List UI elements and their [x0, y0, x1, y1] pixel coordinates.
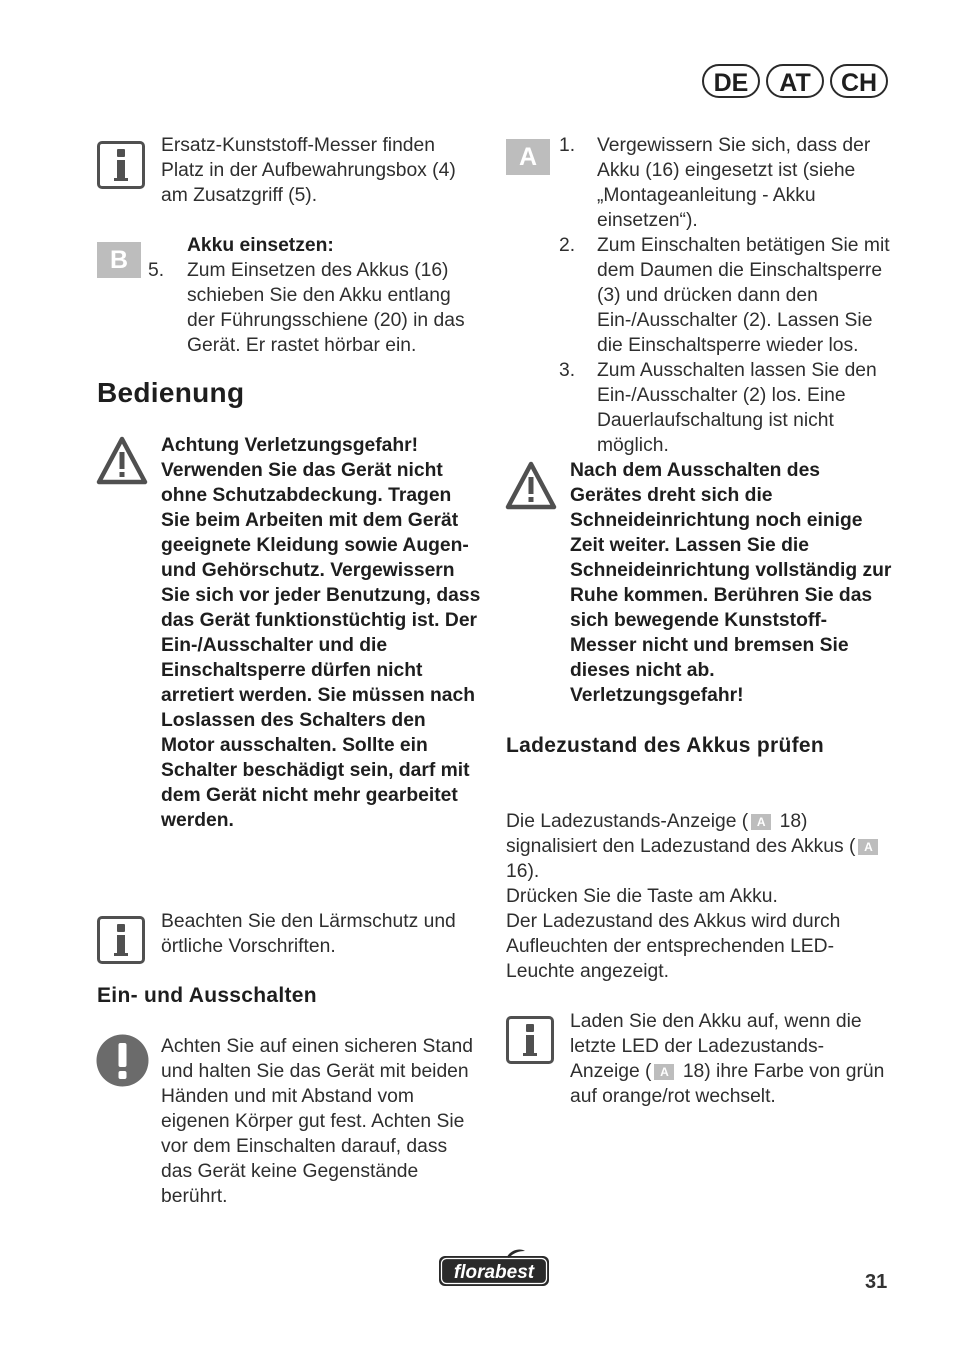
press-button-text: Drücken Sie die Taste am Akku. — [506, 886, 778, 907]
info-note-knives: Ersatz-Kunststoff-Messer finden Platz in der Aufbewahrungsbox (4) am Zusatzgriff (5). — [161, 135, 456, 206]
florabest-logo — [437, 1248, 551, 1288]
subheading-on-off: Ein- und Ausschalten — [97, 984, 317, 1007]
step-3 — [559, 358, 894, 458]
text-run: Die Ladezustands-Anzeige ( — [506, 811, 749, 832]
step-text: Zum Ausschalten lassen Sie den Ein-/Ausschalter (2) los. Eine Dauerlaufschaltung ist nicht möglich. — [597, 360, 877, 456]
country-badge-de: DE — [702, 64, 760, 98]
info-note-noise: Beachten Sie den Lärmschutz und örtliche Vorschriften. — [161, 911, 456, 957]
caution-stand-text: Achten Sie auf einen sicheren Stand und halten Sie das Gerät mit beiden Händen und mit Abstand vom eigenen Körper gut fest. Achten Sie vor dem Einschalten darauf, dass das Gerät keine Gegenstände berührt. — [161, 1036, 473, 1207]
step-2 — [559, 233, 894, 358]
country-badge-at: AT — [766, 64, 824, 98]
step-number: 5. — [148, 260, 165, 281]
figure-label-a-inline: A — [654, 1064, 674, 1080]
caution-exclamation-icon — [96, 1034, 149, 1087]
step-text: Zum Einsetzen des Akkus (16) schieben Sie den Akku entlang der Führungsschiene (20) in das Gerät. Er rastet hörbar ein. — [187, 260, 465, 356]
step-number: 1. — [559, 135, 576, 156]
step-number: 3. — [559, 360, 576, 381]
step-number: 2. — [559, 235, 576, 256]
country-badge-ch: CH — [830, 64, 888, 98]
text-run: 18) ihre Farbe von grün auf orange/rot wechselt. — [570, 1061, 885, 1107]
info-icon — [506, 1016, 554, 1064]
figure-label-a-inline: A — [751, 814, 771, 830]
warning-triangle-icon — [505, 461, 557, 511]
text-run: 16). — [506, 861, 540, 882]
info-icon — [97, 916, 145, 964]
section-heading-bedienung: Bedienung — [97, 377, 245, 408]
warning-blade-text: Nach dem Ausschalten des Gerätes dreht sich die Schneideinrichtung noch einige Zeit weiter. Lassen Sie die Schneideinrichtung vollständig zur Ruhe kommen. Berühren Sie das sich bewegende Kunststoff-Messer nicht und bremsen Sie dieses nicht ab. Verletzungsgefahr! — [570, 460, 892, 706]
figure-label-b: B — [97, 242, 141, 278]
battery-insert-title: Akku einsetzen: — [187, 235, 334, 256]
step-text: Zum Einschalten betätigen Sie mit dem Daumen die Einschaltsperre (3) und drücken dann den Ein-/Ausschalter (2). Lassen Sie die Einschaltsperre wieder los. — [597, 235, 890, 356]
info-note-charge — [570, 1009, 892, 1109]
figure-label-a: A — [506, 139, 550, 175]
battery-charge-paragraph — [506, 809, 886, 884]
warning-triangle-icon — [96, 436, 148, 486]
figure-label-a-inline: A — [858, 839, 878, 855]
page-number: 31 — [865, 1271, 888, 1293]
info-icon — [97, 141, 145, 189]
led-indicator-text: Der Ladezustand des Akkus wird durch Aufleuchten der entsprechenden LED-Leuchte angezeigt. — [506, 911, 841, 982]
text-run: Laden Sie den Akku auf, wenn die letzte LED der Ladezustands-Anzeige ( — [570, 1011, 862, 1082]
text-run: 18) signalisiert den Ladezustand des Akkus ( — [506, 811, 856, 857]
step-5 — [148, 258, 478, 358]
on-off-steps — [559, 133, 894, 458]
subheading-battery-charge: Ladezustand des Akkus prüfen — [506, 734, 825, 757]
warning-injury-text: Achtung Verletzungsgefahr! Verwenden Sie das Gerät nicht ohne Schutzabdeckung. Tragen Sie beim Arbeiten mit dem Gerät geeignete Kleidung sowie Augen- und Gehörschutz. Vergewissern Sie sich vor jeder Benutzung, dass das Gerät funktionstüchtig ist. Der Ein-/Ausschalter und die Einschaltsperre dürfen nicht arretiert werden. Sie müssen nach Loslassen des Schalters den Motor ausschalten. Sollte ein Schalter beschädigt sein, darf mit dem Gerät nicht mehr gearbeitet werden. — [161, 435, 481, 831]
step-1 — [559, 133, 894, 233]
svg-text:florabest: florabest — [453, 1262, 535, 1283]
step-text: Vergewissern Sie sich, dass der Akku (16) eingesetzt ist (siehe „Montageanleitung - Akku einsetzen“). — [597, 135, 871, 231]
